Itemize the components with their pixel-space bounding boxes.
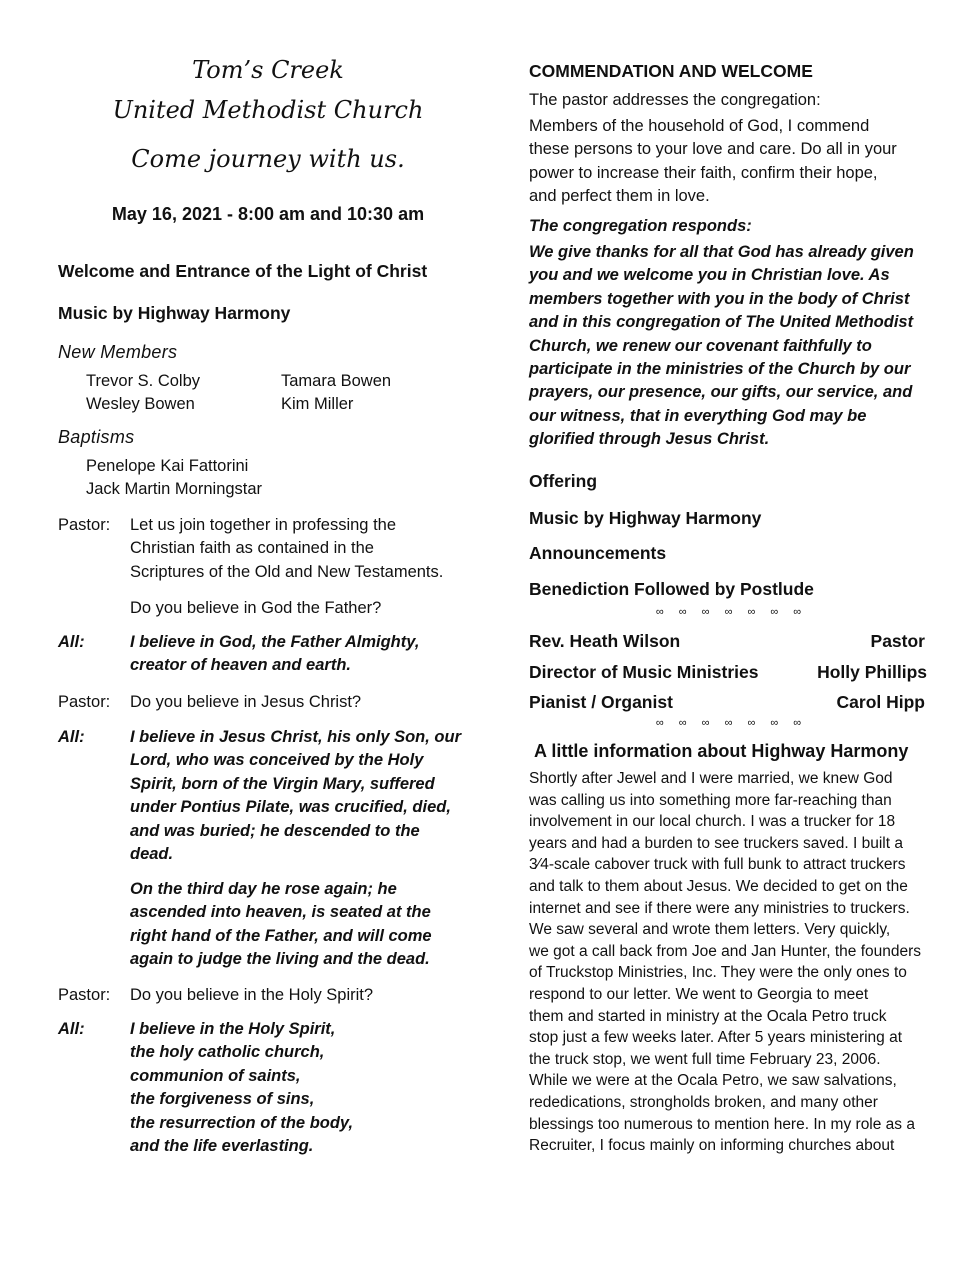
text-line: involvement in our local church. I was a trucker for 18 bbox=[529, 813, 896, 831]
text-line: blessings too numerous to mention here. In my role as a bbox=[529, 1115, 915, 1133]
separator: ∞ ∞ ∞ ∞ ∞ ∞ ∞ bbox=[655, 717, 808, 729]
all-label: All: bbox=[58, 633, 85, 651]
text-line: dead. bbox=[130, 845, 174, 864]
church-name-line1: Tom’s Creek bbox=[192, 56, 344, 84]
text-line: and perfect them in love. bbox=[529, 187, 710, 206]
text-line: Church, we renew our covenant faithfully to bbox=[529, 336, 872, 355]
member-name: Trevor S. Colby bbox=[86, 372, 201, 390]
text-line: Recruiter, I focus mainly on informing churches about bbox=[529, 1137, 895, 1155]
baptism-name: Jack Martin Morningstar bbox=[86, 480, 263, 498]
text-line: Christian faith as contained in the bbox=[130, 539, 374, 558]
offering-heading: Offering bbox=[529, 471, 598, 491]
text-line: I believe in God, the Father Almighty, bbox=[130, 633, 420, 651]
baptism-name: Penelope Kai Fattorini bbox=[86, 457, 249, 475]
welcome-heading: Welcome and Entrance of the Light of Christ bbox=[58, 261, 428, 281]
text-line: Let us join together in professing the bbox=[130, 516, 397, 534]
congregation-response bbox=[130, 1018, 480, 1158]
pastor-label: Pastor: bbox=[58, 516, 111, 534]
staff-name: Pianist / Organist bbox=[529, 692, 673, 712]
text-line: While we were at the Ocala Petro, we saw salvations, bbox=[529, 1072, 897, 1090]
congregation-welcome bbox=[529, 241, 934, 452]
text-line: and was buried; he descended to the bbox=[130, 821, 420, 840]
text-line: these persons to your love and care. Do all in your bbox=[529, 140, 897, 159]
text-line: was calling us into something more far-reaching than bbox=[529, 791, 892, 809]
pastor-question: Do you believe in Jesus Christ? bbox=[130, 693, 362, 711]
all-label: All: bbox=[58, 1020, 85, 1038]
new-members-heading: New Members bbox=[58, 342, 178, 362]
text-line: Members of the household of God, I commend bbox=[529, 117, 870, 135]
text-line: We saw several and wrote them letters. Very quickly, bbox=[529, 921, 891, 939]
member-name: Tamara Bowen bbox=[281, 372, 392, 390]
text-line: Lord, who was conceived by the Holy bbox=[130, 751, 424, 770]
text-line: creator of heaven and earth. bbox=[130, 656, 351, 675]
text-line: On the third day he rose again; he bbox=[130, 880, 397, 898]
service-date: May 16, 2021 - 8:00 am and 10:30 am bbox=[111, 204, 425, 224]
text-line: respond to our letter. We went to Georgia to meet bbox=[529, 985, 869, 1003]
text-line: internet and see if there were any ministries to truckers. bbox=[529, 899, 910, 917]
text-line: Scriptures of the Old and New Testaments. bbox=[130, 562, 444, 581]
music-heading: Music by Highway Harmony bbox=[529, 508, 762, 528]
commendation-heading: COMMENDATION AND WELCOME bbox=[529, 61, 813, 81]
text-line: the truck stop, we went full time February 23, 2006. bbox=[529, 1050, 881, 1068]
pastor-label: Pastor: bbox=[58, 986, 111, 1004]
congregation-response bbox=[130, 878, 480, 972]
text-line: of Truckstop Ministries, Inc. They were the only ones to bbox=[529, 964, 907, 982]
staff-role: Holly Phillips bbox=[817, 662, 927, 682]
staff-role: Carol Hipp bbox=[836, 692, 925, 712]
congregation-response bbox=[130, 631, 480, 678]
text-line: under Pontius Pilate, was crucified, died, bbox=[130, 798, 451, 817]
info-paragraph bbox=[529, 768, 939, 1157]
separator: ∞ ∞ ∞ ∞ ∞ ∞ ∞ bbox=[655, 606, 808, 618]
text-line: the holy catholic church, bbox=[130, 1043, 325, 1062]
text-line: our witness, that in everything God may be bbox=[529, 406, 867, 425]
text-line: the resurrection of the body, bbox=[130, 1113, 354, 1132]
staff-name: Director of Music Ministries bbox=[529, 662, 759, 682]
text-line: members together with you in the body of Christ bbox=[529, 289, 910, 308]
member-name: Kim Miller bbox=[281, 395, 354, 413]
text-line: we got a call back from Joe and Jan Hunter, the founders bbox=[529, 942, 922, 960]
text-line: participate in the ministries of the Church by our bbox=[529, 360, 911, 379]
text-line: Shortly after Jewel and I were married, we knew God bbox=[529, 770, 893, 787]
text-line: right hand of the Father, and will come bbox=[130, 926, 432, 945]
congregation-response bbox=[130, 726, 480, 866]
member-name: Wesley Bowen bbox=[86, 395, 195, 413]
pastor-label: Pastor: bbox=[58, 693, 111, 711]
pastor-question: Do you believe in the Holy Spirit? bbox=[130, 986, 374, 1004]
text-line: power to increase their faith, confirm their hope, bbox=[529, 163, 878, 182]
baptisms-heading: Baptisms bbox=[58, 427, 135, 447]
congregation-responds: The congregation responds: bbox=[529, 217, 752, 235]
text-line: years and had a burden to see truckers saved. I built a bbox=[529, 834, 903, 852]
text-line: the forgiveness of sins, bbox=[130, 1090, 315, 1109]
text-line: I believe in Jesus Christ, his only Son, our bbox=[130, 728, 461, 746]
tagline: Come journey with us. bbox=[131, 145, 405, 173]
text-line: them and started in ministry at the Ocala Petro truck bbox=[529, 1007, 887, 1025]
benediction-heading: Benediction Followed by Postlude bbox=[529, 579, 814, 599]
text-line: again to judge the living and the dead. bbox=[130, 950, 430, 969]
text-line: Spirit, born of the Virgin Mary, suffered bbox=[130, 774, 435, 793]
pastor-addresses: The pastor addresses the congregation: bbox=[529, 91, 821, 109]
text-line: you and we welcome you in Christian love. As bbox=[529, 266, 890, 285]
pastor-question: Do you believe in God the Father? bbox=[130, 599, 382, 617]
text-line: and the life everlasting. bbox=[130, 1137, 314, 1156]
text-line: prayers, our presence, our gifts, our service, and bbox=[529, 383, 913, 402]
staff-role: Pastor bbox=[870, 631, 925, 651]
text-line: glorified through Jesus Christ. bbox=[529, 430, 770, 449]
pastor-text bbox=[130, 514, 480, 584]
text-line: ascended into heaven, is seated at the bbox=[130, 903, 431, 922]
text-line: We give thanks for all that God has already given bbox=[529, 243, 914, 261]
text-line: and in this congregation of The United Methodist bbox=[529, 313, 914, 332]
text-line: 3⁄4-scale cabover truck with full bunk to attract truckers bbox=[529, 856, 906, 874]
music-heading: Music by Highway Harmony bbox=[58, 303, 291, 323]
info-heading: A little information about Highway Harmony bbox=[534, 741, 909, 761]
all-label: All: bbox=[58, 728, 85, 746]
announcements-heading: Announcements bbox=[529, 543, 667, 563]
text-line: rededications, strongholds broken, and many other bbox=[529, 1093, 878, 1111]
church-name-line2: United Methodist Church bbox=[112, 96, 424, 124]
text-line: stop just a few weeks later. After 5 years ministering at bbox=[529, 1029, 903, 1047]
pastor-commendation bbox=[529, 115, 934, 209]
text-line: I believe in the Holy Spirit, bbox=[130, 1020, 336, 1038]
text-line: communion of saints, bbox=[130, 1066, 301, 1085]
text-line: and talk to them about Jesus. We decided to get on the bbox=[529, 877, 908, 895]
staff-name: Rev. Heath Wilson bbox=[529, 631, 681, 651]
